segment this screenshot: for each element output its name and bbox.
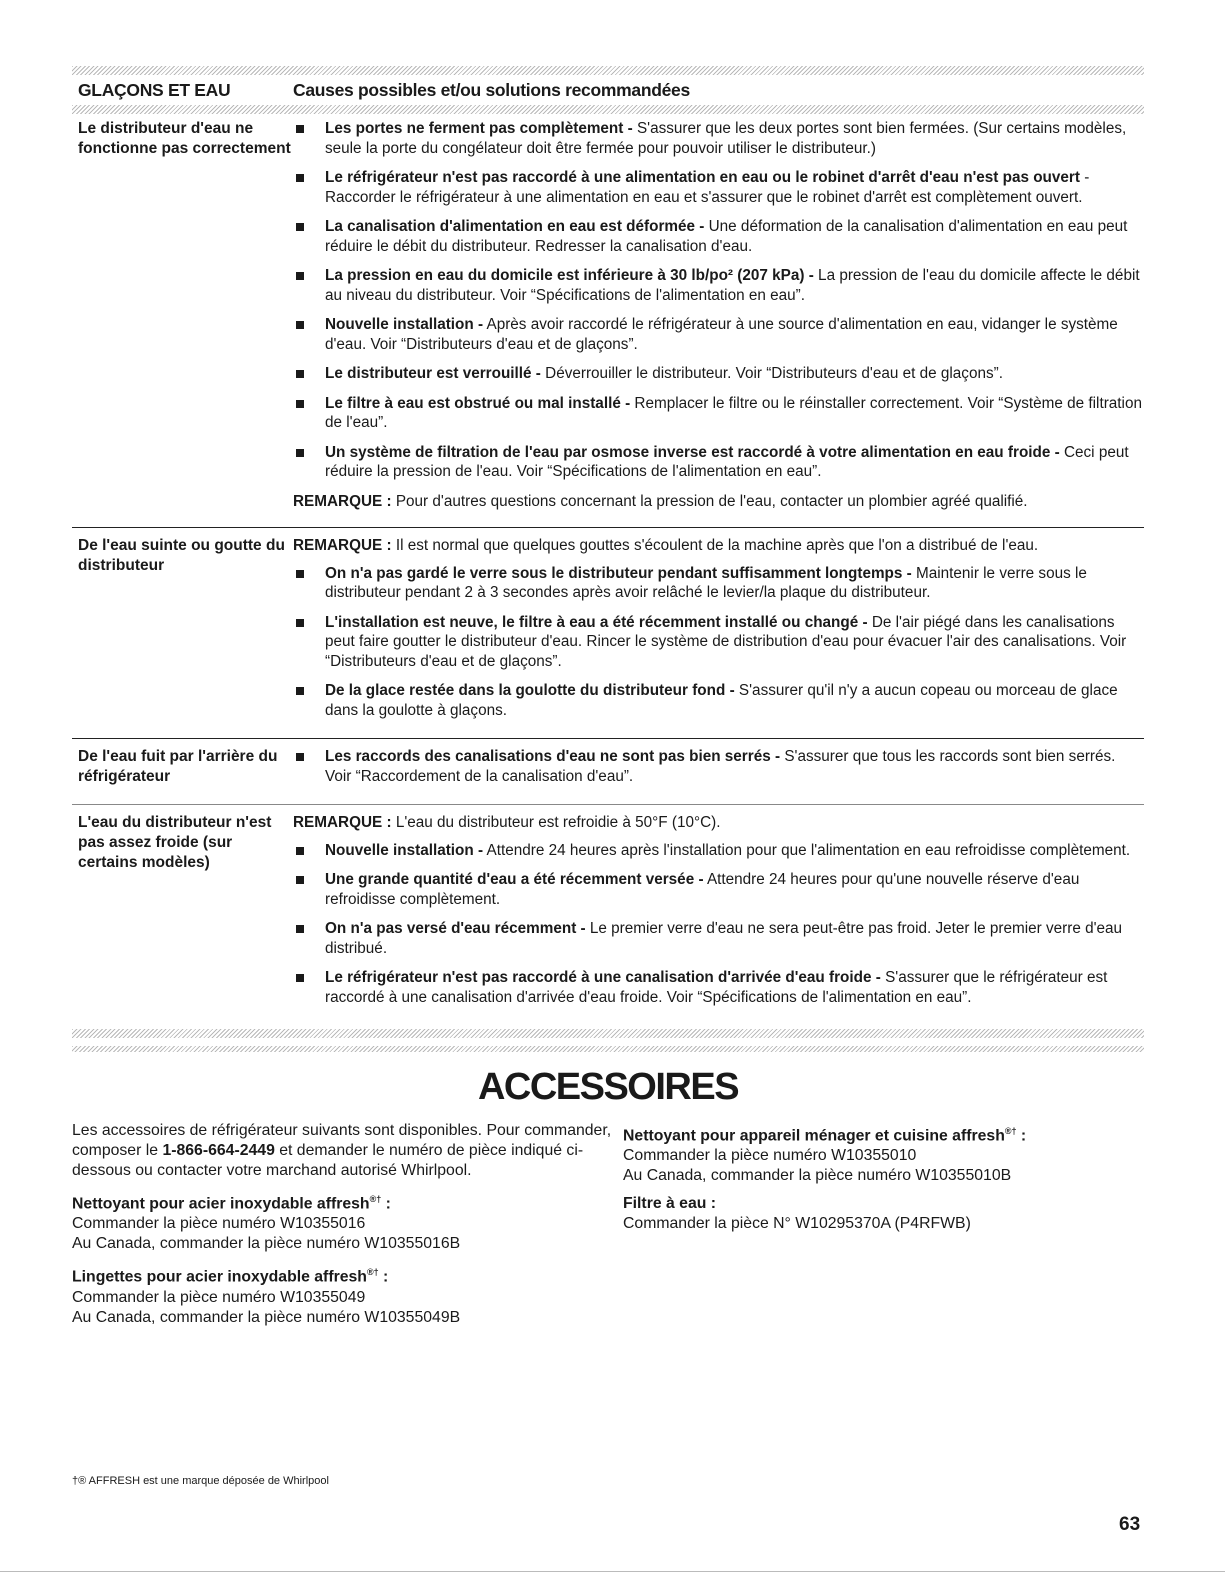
- solution-cause: Les portes ne ferment pas complètement -: [325, 120, 633, 137]
- solution-item: [293, 217, 1144, 256]
- accessory-name: Lingettes pour acier inoxydable affresh: [72, 1268, 367, 1286]
- problem-label: De l'eau suinte ou goutte du distributeur: [78, 537, 285, 574]
- remark-text: Pour d'autres questions concernant la pression de l'eau, contacter un plombier agréé qualifié.: [391, 492, 1028, 510]
- bullet-square-icon: [296, 687, 304, 695]
- solution-text: Attendre 24 heures pour qu'une nouvelle réserve d'eau refroidisse complètement.: [325, 871, 1080, 908]
- trademark-mark: ®†: [1004, 1126, 1017, 1136]
- solution-text: De l'air piégé dans les canalisations peut faire goutter le distributeur d'eau. Rincer le système de distribution d'eau pour évacuer l'air des canalisations. Voir “Distributeurs d'eau et de glaçons”.: [325, 613, 1127, 670]
- solution-cause: On n'a pas gardé le verre sous le distributeur pendant suffisamment longtemps -: [325, 564, 912, 582]
- bullet-square-icon: [296, 753, 304, 761]
- solution-item: [293, 870, 1144, 909]
- part-number-line: Commander la pièce numéro W10355016: [72, 1215, 366, 1233]
- table-header-problem: GLAÇONS ET EAU: [78, 79, 231, 100]
- solution-item: [293, 919, 1144, 958]
- accessories-intro: [72, 1121, 623, 1181]
- bullet-square-icon: [296, 619, 304, 627]
- solution-cause: Les raccords des canalisations d'eau ne sont pas bien serrés -: [325, 748, 781, 765]
- table-end-hatch: [72, 1029, 1144, 1038]
- solution-cause: La pression en eau du domicile est inférieure à 30 lb/po² (207 kPa) -: [325, 267, 814, 284]
- solution-item: [293, 841, 1144, 861]
- bullet-square-icon: [296, 400, 304, 408]
- table-row: [72, 738, 1144, 804]
- solutions-cell: [293, 119, 1144, 519]
- accessory-name: Nettoyant pour appareil ménager et cuisine affresh: [623, 1127, 1005, 1145]
- accessory-item: [72, 1189, 623, 1254]
- page-bottom-rule: [0, 1571, 1225, 1572]
- problem-label: L'eau du distributeur n'est pas assez froide (sur certains modèles): [78, 814, 272, 871]
- table-row: [72, 804, 1144, 1025]
- solution-item: [293, 364, 1144, 384]
- problem-label: Le distributeur d'eau ne fonctionne pas correctement: [78, 120, 291, 157]
- bullet-square-icon: [296, 876, 304, 884]
- solution-text: Attendre 24 heures après l'installation pour que l'alimentation en eau refroidisse complètement.: [483, 841, 1131, 859]
- accessory-name: Filtre à eau: [623, 1195, 707, 1213]
- remark-label: REMARQUE :: [293, 492, 392, 510]
- remark-note: [293, 492, 1144, 512]
- solution-cause: Le réfrigérateur n'est pas raccordé à une canalisation d'arrivée d'eau froide -: [325, 969, 881, 986]
- table-row: [72, 527, 1144, 738]
- solution-text: Déverrouiller le distributeur. Voir “Distributeurs d'eau et de glaçons”.: [540, 365, 1003, 382]
- remark-note: [293, 813, 1144, 833]
- bullet-square-icon: [296, 370, 304, 378]
- page-number: 63: [1119, 1514, 1141, 1535]
- bullet-square-icon: [296, 847, 304, 855]
- bullet-square-icon: [296, 272, 304, 280]
- trademark-footnote: †® AFFRESH est une marque déposée de Whirlpool: [72, 1475, 329, 1487]
- solution-cause: Nouvelle installation -: [325, 841, 484, 859]
- table-header-solutions: Causes possibles et/ou solutions recommandées: [293, 79, 690, 100]
- remark-label: REMARQUE :: [293, 814, 392, 831]
- remark-text: L'eau du distributeur est refroidie à 50°F (10°C).: [391, 814, 721, 831]
- solution-item: [293, 968, 1144, 1007]
- table-row: [72, 114, 1144, 527]
- solution-item: [293, 315, 1144, 354]
- section-divider-hatch: [72, 1046, 1144, 1052]
- solution-cause: Le distributeur est verrouillé -: [325, 365, 541, 382]
- accessories-title: ACCESSOIRES: [477, 1066, 739, 1108]
- heading-colon: :: [1016, 1127, 1027, 1145]
- solution-cause: La canalisation d'alimentation en eau est déformée -: [325, 218, 705, 235]
- solution-item: [293, 613, 1144, 672]
- accessories-right-items: [623, 1121, 1144, 1234]
- intro-pre: Les accessoires de réfrigérateur suivants sont disponibles. Pour commander, composer le: [72, 1122, 612, 1159]
- remark-text: Il est normal que quelques gouttes s'écoulent de la machine après que l'on a distribué de l'eau.: [391, 537, 1039, 554]
- solution-cause: Une grande quantité d'eau a été récemment versée -: [325, 871, 704, 888]
- bullet-square-icon: [296, 570, 304, 578]
- solution-text: Remplacer le filtre ou le réinstaller correctement. Voir “Système de filtration de l'eau”.: [325, 394, 1142, 431]
- solution-text: S'assurer que le réfrigérateur est raccordé à une canalisation d'arrivée d'eau froide. Voir “Spécifications de l'alimentation en eau”.: [325, 969, 1108, 1006]
- solution-item: [293, 681, 1144, 720]
- solution-cause: Nouvelle installation -: [325, 316, 484, 333]
- solutions-cell: [293, 813, 1144, 1017]
- heading-colon: :: [378, 1268, 389, 1286]
- solution-cause: Un système de filtration de l'eau par osmose inverse est raccordé à votre alimentation en eau froide -: [325, 443, 1060, 461]
- heading-colon: :: [706, 1195, 717, 1213]
- remark-note: [293, 536, 1144, 556]
- bullet-square-icon: [296, 125, 304, 133]
- header-hatch-bottom: [72, 105, 1144, 114]
- solution-cause: Le réfrigérateur n'est pas raccordé à une alimentation en eau ou le robinet d'arrêt d'eau n'est pas ouvert: [325, 169, 1080, 186]
- accessory-item: [623, 1121, 1144, 1186]
- accessories-left-column: [72, 1121, 623, 1336]
- solution-item: [293, 747, 1144, 786]
- accessory-name: Nettoyant pour acier inoxydable affresh: [72, 1195, 370, 1213]
- order-phone-number: 1-866-664-2449: [162, 1142, 275, 1159]
- accessory-item: [72, 1262, 623, 1327]
- trademark-mark: ®†: [366, 1267, 379, 1278]
- solutions-cell: [293, 747, 1144, 796]
- part-number-line: Commander la pièce numéro W10355049: [72, 1288, 366, 1306]
- accessory-heading: [623, 1121, 1144, 1146]
- solution-item: [293, 394, 1144, 433]
- solution-cause: Le filtre à eau est obstrué ou mal installé -: [325, 394, 631, 412]
- accessory-heading: [72, 1262, 623, 1287]
- part-number-line: Commander la pièce N° W10295370A (P4RFWB): [623, 1215, 971, 1233]
- solution-text: S'assurer que tous les raccords sont bien serrés. Voir “Raccordement de la canalisation d'eau”.: [325, 748, 1116, 785]
- table-header: [72, 75, 1144, 105]
- heading-colon: :: [381, 1195, 391, 1213]
- part-number-line: Au Canada, commander la pièce numéro W10355010B: [623, 1167, 1012, 1185]
- solution-text: - Raccorder le réfrigérateur à une alimentation en eau et s'assurer que le robinet d'arrêt est complètement ouvert.: [325, 169, 1090, 206]
- bullet-square-icon: [296, 449, 304, 457]
- bullet-square-icon: [296, 223, 304, 231]
- solution-text: Ceci peut réduire la pression de l'eau. Voir “Spécifications de l'alimentation en eau”.: [325, 443, 1129, 480]
- solution-cause: De la glace restée dans la goulotte du distributeur fond -: [325, 682, 735, 699]
- part-number-line: Au Canada, commander la pièce numéro W10355049B: [72, 1308, 461, 1326]
- bullet-square-icon: [296, 174, 304, 182]
- solution-text: La pression de l'eau du domicile affecte le débit au niveau du distributeur. Voir “Spécifications de l'alimentation en eau”.: [325, 267, 1140, 304]
- solution-text: Le premier verre d'eau ne sera peut-être pas froid. Jeter le premier verre d'eau distribué.: [325, 920, 1123, 957]
- solution-item: [293, 266, 1144, 305]
- remark-label: REMARQUE :: [293, 537, 392, 554]
- accessory-heading: [72, 1189, 623, 1214]
- accessories-left-items: [72, 1189, 623, 1328]
- part-number-line: Au Canada, commander la pièce numéro W10355016B: [72, 1235, 461, 1253]
- solution-item: [293, 168, 1144, 207]
- accessories-right-column: [623, 1121, 1144, 1336]
- solution-text: Maintenir le verre sous le distributeur pendant 2 à 3 secondes après avoir relâché le levier/la plaque du distributeur.: [325, 564, 1087, 601]
- troubleshooting-table-body: [72, 114, 1144, 1025]
- solution-cause: L'installation est neuve, le filtre à eau a été récemment installé ou changé -: [325, 613, 868, 631]
- bullet-square-icon: [296, 321, 304, 329]
- accessory-heading: [623, 1194, 1144, 1214]
- troubleshooting-page: [72, 66, 1144, 1336]
- accessories-columns: [72, 1121, 1144, 1336]
- solution-cause: On n'a pas versé d'eau récemment -: [325, 920, 586, 937]
- intro-post: et demander le numéro de pièce indiqué ci-dessous ou contacter votre marchand autorisé Whirlpool.: [72, 1142, 584, 1179]
- trademark-mark: ®†: [369, 1194, 382, 1204]
- solution-item: [293, 119, 1144, 158]
- solution-item: [293, 443, 1144, 482]
- bullet-square-icon: [296, 925, 304, 933]
- bullet-square-icon: [296, 974, 304, 982]
- solutions-cell: [293, 536, 1144, 730]
- accessory-item: [623, 1194, 1144, 1234]
- part-number-line: Commander la pièce numéro W10355010: [623, 1147, 917, 1165]
- problem-label: De l'eau fuit par l'arrière du réfrigérateur: [78, 748, 278, 785]
- solution-item: [293, 564, 1144, 603]
- header-hatch-top: [72, 66, 1144, 75]
- solution-text: S'assurer qu'il n'y a aucun copeau ou morceau de glace dans la goulotte à glaçons.: [325, 682, 1118, 719]
- solution-text: Une déformation de la canalisation d'alimentation en eau peut réduire le débit du distributeur. Redresser la canalisation d'eau.: [325, 218, 1128, 255]
- solution-text: S'assurer que les deux portes sont bien fermées. (Sur certains modèles, seule la porte du congélateur doit être fermée pour pouvoir utiliser le distributeur.): [325, 120, 1127, 157]
- solution-text: Après avoir raccordé le réfrigérateur à une source d'alimentation en eau, vidanger le système d'eau. Voir “Distributeurs d'eau et de glaçons”.: [325, 316, 1118, 353]
